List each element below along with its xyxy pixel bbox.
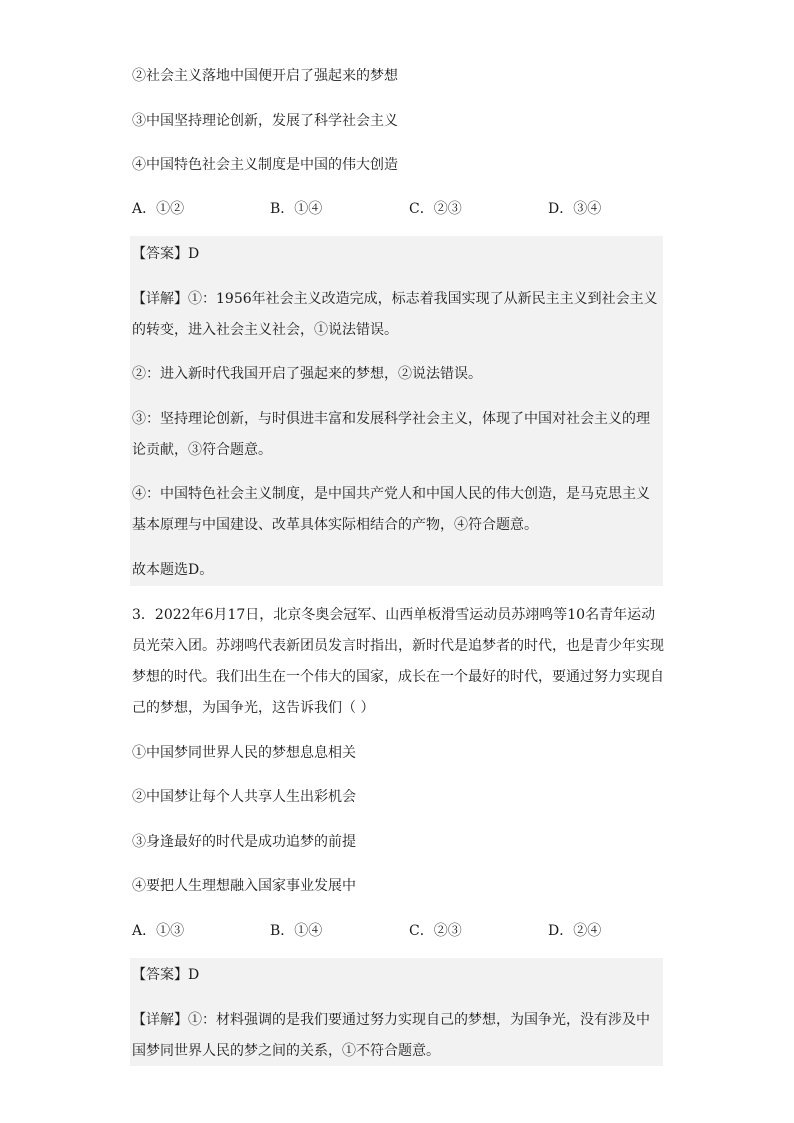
- q3-detail-line-1: 【详解】①：材料强调的是我们要通过努力实现自己的梦想，为国争光，没有涉及中: [132, 1012, 650, 1028]
- q2-option-a: A．①②: [132, 201, 185, 217]
- q3-option-b: B．①④: [270, 923, 323, 939]
- q2-detail-line-7: 基本原理与中国建设、改革具体实际相结合的产物，④符合题意。: [132, 517, 538, 533]
- q2-statement-2: ②社会主义落地中国便开启了强起来的梦想: [132, 68, 398, 84]
- q3-option-c: C．②③: [409, 923, 462, 939]
- q3-stem-line-4: 己的梦想，为国争光，这告诉我们（ ）: [132, 700, 375, 716]
- q2-detail-line-4: ③：坚持理论创新，与时俱进丰富和发展科学社会主义，体现了中国对社会主义的理: [132, 411, 650, 427]
- detail-label: 【详解】: [132, 291, 188, 307]
- q2-statement-3: ③中国坚持理论创新，发展了科学社会主义: [132, 113, 398, 129]
- q2-option-c: C．②③: [409, 201, 462, 217]
- q3-stem-line-2: 员光荣入团。苏翊鸣代表新团员发言时指出，新时代是追梦者的时代，也是青少年实现: [132, 638, 664, 654]
- q3-detail-line-2: 国梦同世界人民的梦之间的关系，①不符合题意。: [132, 1043, 440, 1059]
- q3-stem-line-3: 梦想的时代。我们出生在一个伟大的国家，成长在一个最好的时代，要通过努力实现自: [132, 669, 664, 685]
- q3-statement-4: ④要把人生理想融入国家事业发展中: [132, 878, 356, 894]
- q2-conclusion: 故本题选D。: [132, 562, 214, 578]
- answer-label: 【答案】: [132, 246, 188, 262]
- q2-option-d: D．③④: [548, 201, 602, 217]
- detail-label: 【详解】: [132, 1012, 188, 1028]
- q2-detail-line-1: 【详解】①：1956年社会主义改造完成，标志着我国实现了从新民主主义到社会主义: [132, 291, 658, 307]
- q3-answer: [132, 965, 199, 985]
- q2-detail-line-6: ④：中国特色社会主义制度，是中国共产党人和中国人民的伟大创造，是马克思主义: [132, 486, 650, 502]
- q2-detail-line-3: ②：进入新时代我国开启了强起来的梦想，②说法错误。: [132, 366, 482, 382]
- answer-value: D: [188, 967, 200, 983]
- q2-detail-line-2: 的转变，进入社会主义社会，①说法错误。: [132, 322, 398, 338]
- q2-option-b: B．①④: [270, 201, 323, 217]
- q2-detail-line-5: 论贡献，③符合题意。: [132, 442, 272, 458]
- q2-statement-4: ④中国特色社会主义制度是中国的伟大创造: [132, 157, 398, 173]
- q2-answer: [132, 244, 199, 264]
- q3-statement-1: ①中国梦同世界人民的梦想息息相关: [132, 745, 356, 761]
- q3-statement-2: ②中国梦让每个人共享人生出彩机会: [132, 789, 356, 805]
- q3-statement-3: ③身逢最好的时代是成功追梦的前提: [132, 834, 356, 850]
- answer-label: 【答案】: [132, 967, 188, 983]
- answer-value: D: [188, 246, 200, 262]
- q3-stem-line-1: 3．2022年6月17日，北京冬奥会冠军、山西单板滑雪运动员苏翊鸣等10名青年运动: [132, 607, 656, 623]
- q3-option-a: A．①③: [132, 923, 185, 939]
- q3-option-d: D．②④: [548, 923, 602, 939]
